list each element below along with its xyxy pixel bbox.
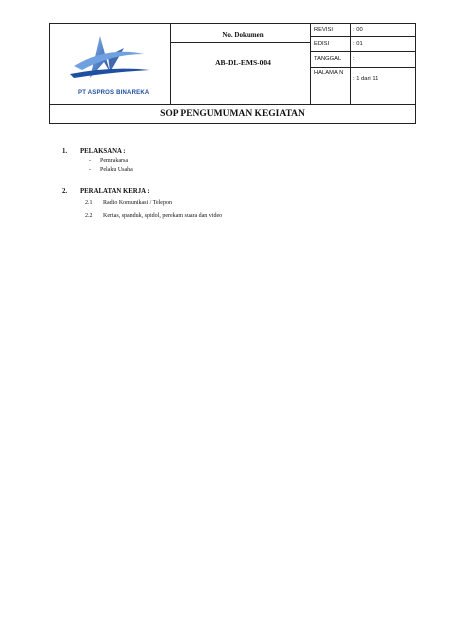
doc-number-label: No. Dokumen <box>222 31 264 39</box>
list-item: Radio Komunikasi / Telepon <box>103 200 172 206</box>
list-item: Kertas, spanduk, spidol, perekam suara dan video <box>103 213 223 219</box>
revision-label: REVISI <box>314 27 334 33</box>
list-dash: - <box>89 167 91 173</box>
company-name: PT ASPROS BINAREKA <box>78 90 150 96</box>
section-2-title: PERALATAN KERJA : <box>80 188 150 195</box>
page-value: : 1 dari 11 <box>353 76 379 82</box>
list-item-number: 2.1 <box>85 200 93 206</box>
edition-label: EDISI <box>314 41 330 47</box>
date-label: TANGGAL <box>314 56 342 62</box>
doc-number-value: AB-DL-EMS-004 <box>215 58 271 67</box>
company-logo <box>52 26 169 84</box>
page-title: SOP PENGUMUMAN KEGIATAN <box>49 105 416 124</box>
list-item: Pemrakarsa <box>100 158 128 164</box>
edition-value: : 01 <box>353 41 363 47</box>
date-value: : <box>353 56 355 62</box>
document-header <box>49 23 416 105</box>
section-2-number: 2. <box>62 188 68 195</box>
section-1-title: PELAKSANA : <box>80 148 126 155</box>
list-item-number: 2.2 <box>85 213 93 219</box>
revision-value: : 00 <box>353 27 363 33</box>
page-label: HALAMA N <box>314 70 344 76</box>
section-1-number: 1. <box>62 148 68 155</box>
list-dash: - <box>89 158 91 164</box>
list-item: Pelaku Usaha <box>100 167 133 173</box>
